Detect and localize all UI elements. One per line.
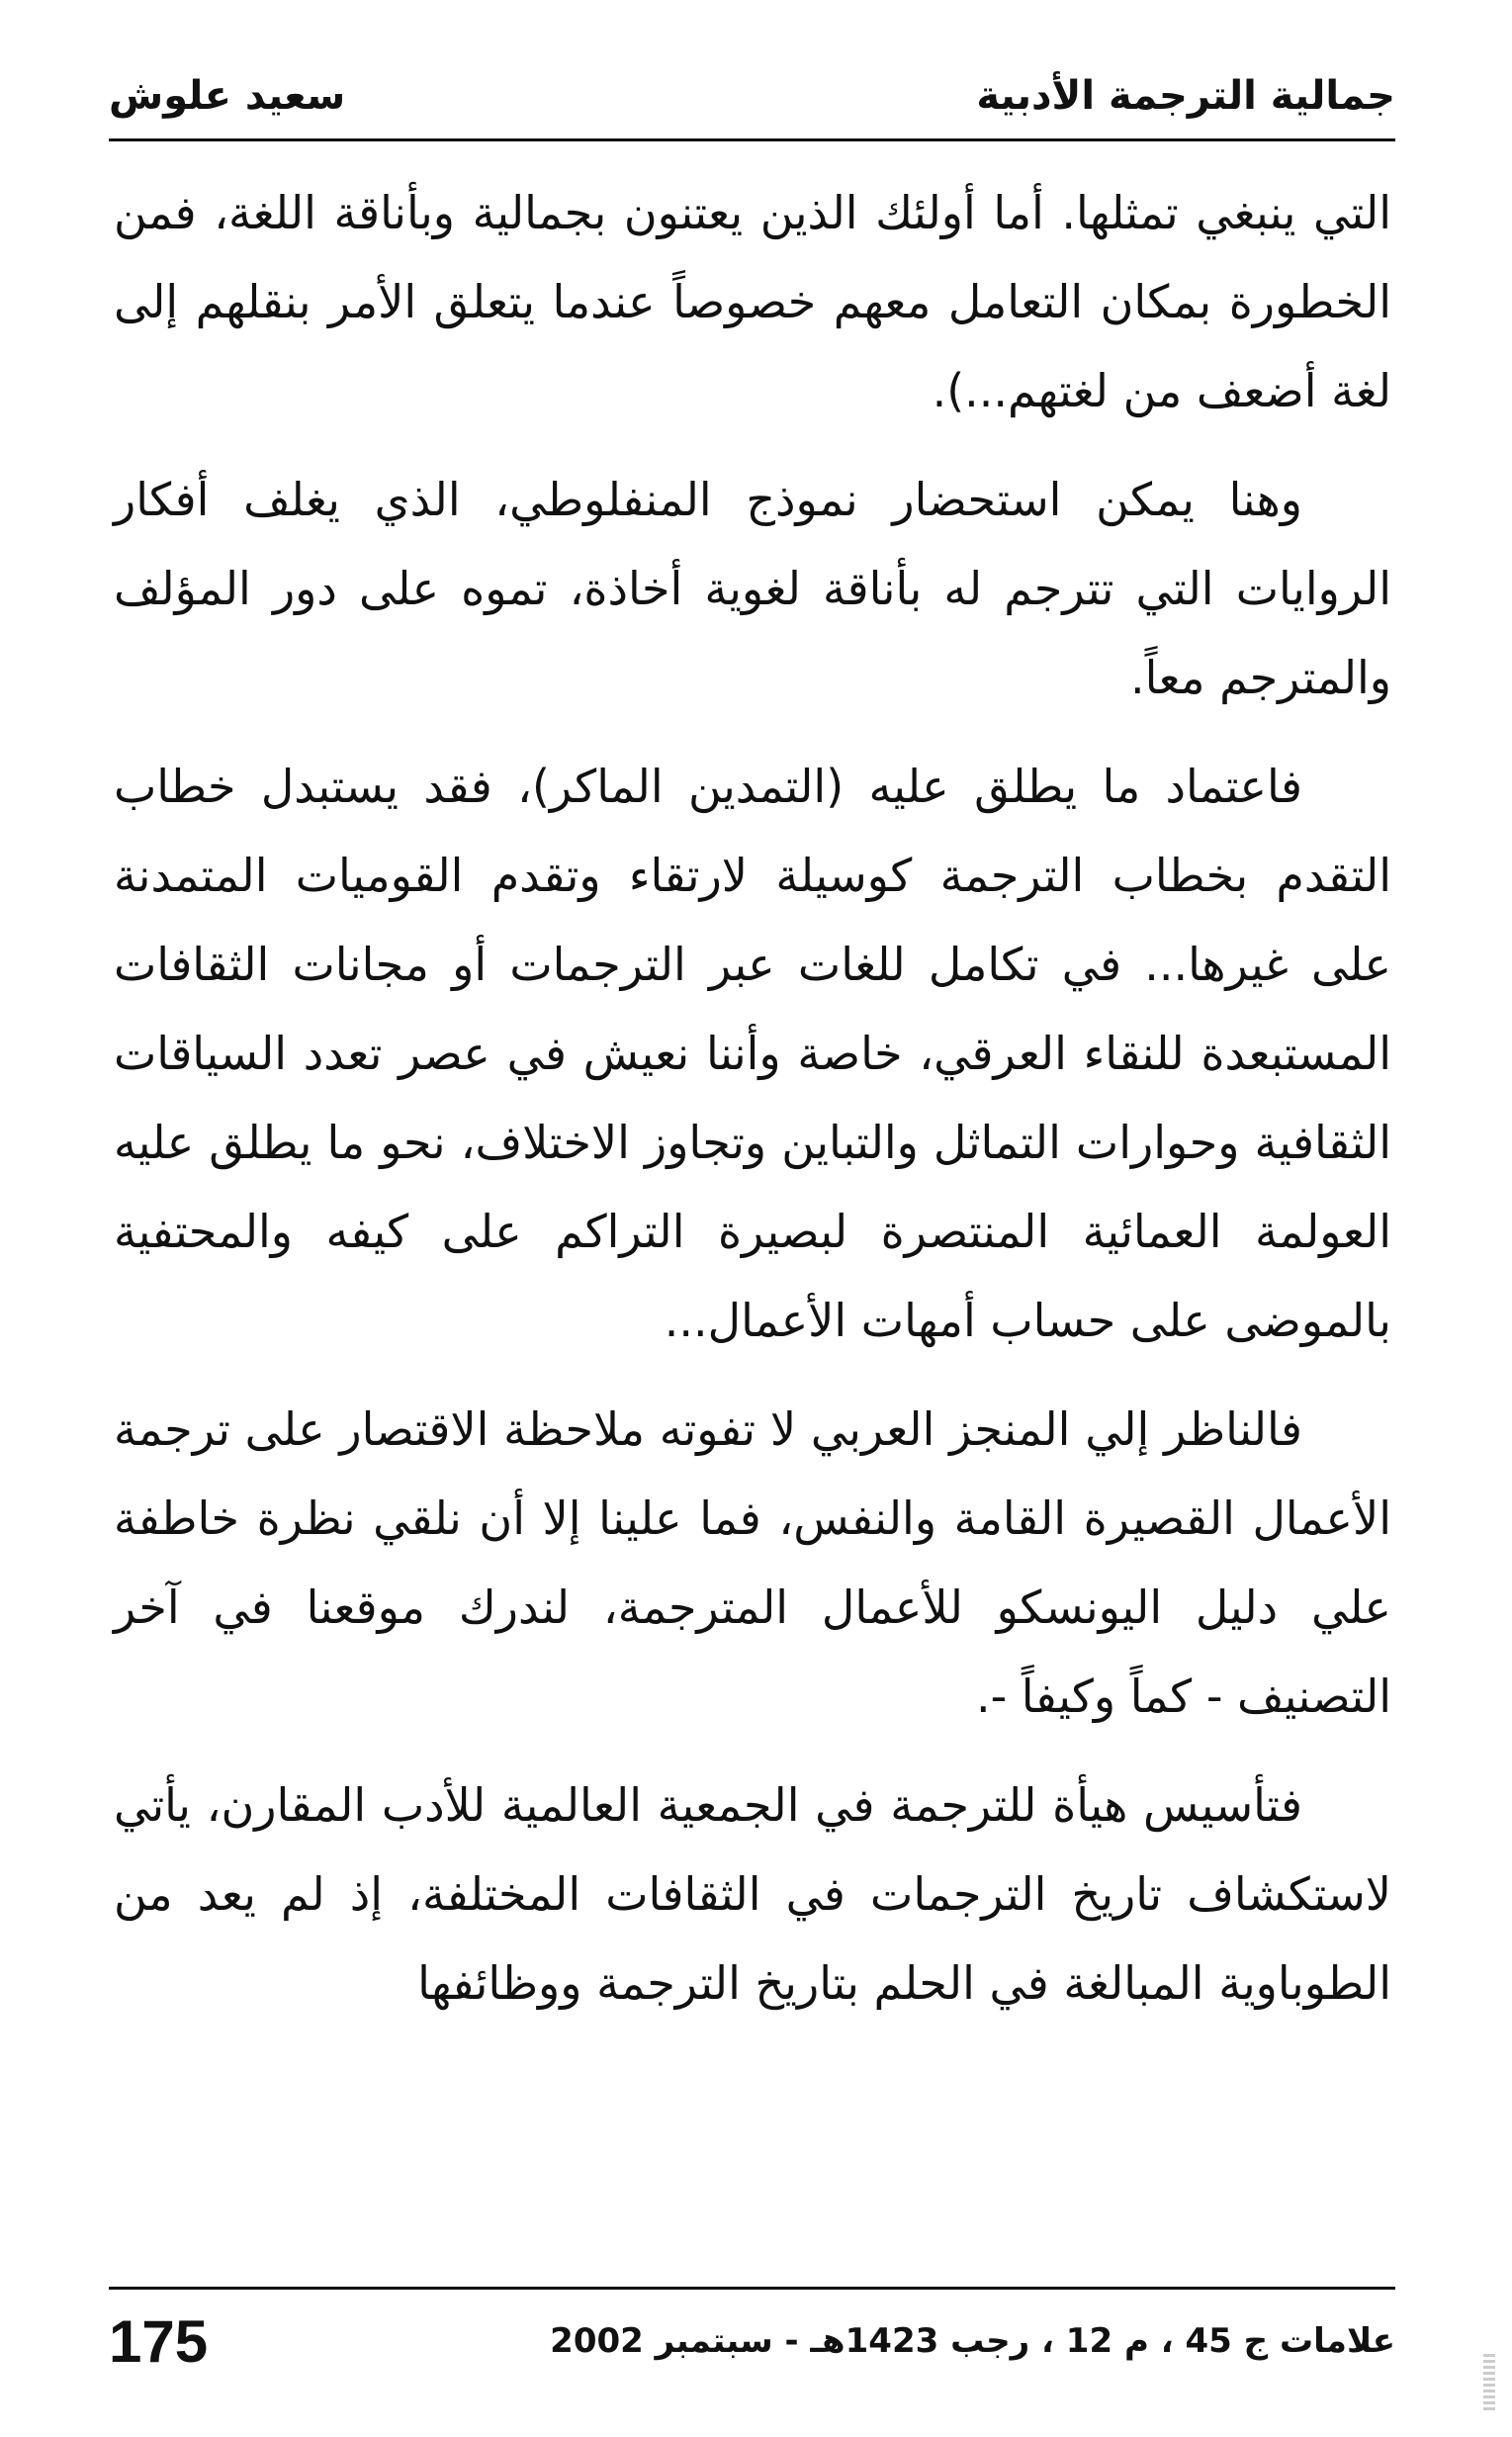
running-header xyxy=(109,61,1395,131)
paragraph-continued: التي ينبغي تمثلها. أما أولئك الذين يعتنون بجمالية وبأناقة اللغة، فمن الخطورة بمكان التعامل معهم خصوصاً عندما يتعلق الأمر بنقلهم إلى لغة أضعف من لغتهم...). xyxy=(114,186,1391,417)
paragraph: فتأسيس هيأة للترجمة في الجمعية العالمية للأدب المقارن، يأتي لاستكشاف تاريخ الترجمات في الثقافات المختلفة، إذ لم يعد من الطوباوية المبالغة في الحلم بتاريخ الترجمة ووظائفها xyxy=(114,1778,1391,2010)
journal-citation: علامات ج 45 ، م 12 ، رجب 1423هـ - سبتمبر 2002 xyxy=(550,2321,1395,2361)
footer-rule xyxy=(109,2287,1395,2290)
author-name: سعيد علوش xyxy=(109,73,346,119)
book-title: جمالية الترجمة الأدبية xyxy=(976,73,1395,119)
paragraph: وهنا يمكن استحضار نموذج المنفلوطي، الذي يغلف أفكار الروايات التي تترجم له بأناقة لغوية أخاذة، تموه على دور المؤلف والمترجم معاً. xyxy=(114,473,1391,704)
page-number: 175 xyxy=(109,2307,209,2375)
header-rule xyxy=(109,138,1395,141)
body-text xyxy=(114,168,1391,2047)
running-footer xyxy=(109,2297,1395,2386)
paragraph: فاعتماد ما يطلق عليه (التمدين الماكر)، فقد يستبدل خطاب التقدم بخطاب الترجمة كوسيلة لارتقاء وتقدم القوميات المتمدنة على غيرها... في تكامل للغات عبر الترجمات أو مجانات الثقافات المستبعدة للنقاء العرقي، خاصة وأننا نعيش في عصر تعدد السياقات الثقافية وحوارات التماثل والتباين وتجاوز الاختلاف، نحو ما يطلق عليه العولمة العمائية المنتصرة لبصيرة التراكم على كيفه والمحتفية بالموضى على حساب أمهات الأعمال... xyxy=(114,760,1391,1347)
scan-edge-mark xyxy=(1483,2354,1495,2413)
paragraph: فالناظر إلي المنجز العربي لا تفوته ملاحظة الاقتصار على ترجمة الأعمال القصيرة القامة والنفس، فما علينا إلا أن نلقي نظرة خاطفة علي دليل اليونسكو للأعمال المترجمة، لندرك موقعنا في آخر التصنيف - كماً وكيفاً -. xyxy=(114,1402,1391,1723)
